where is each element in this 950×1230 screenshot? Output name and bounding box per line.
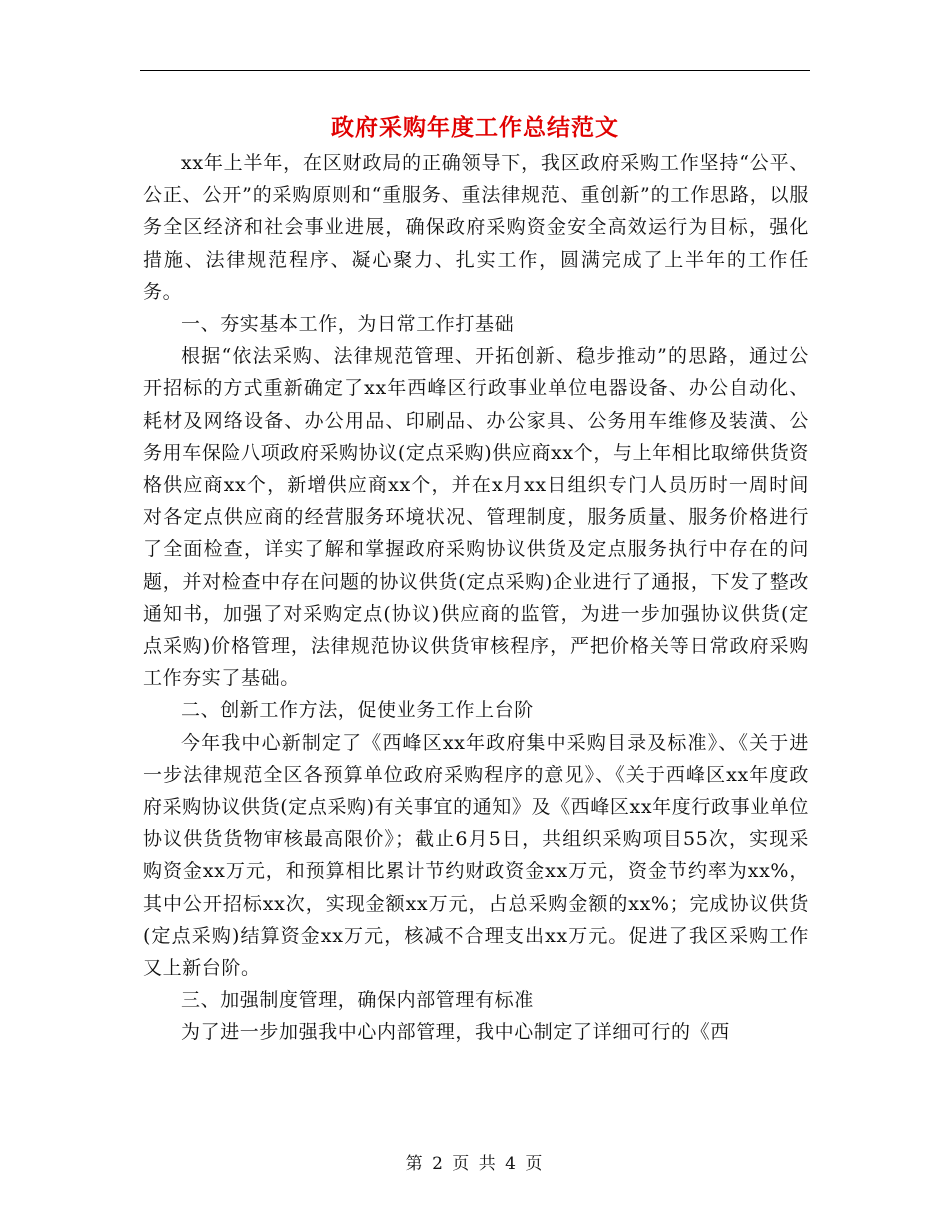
header-rule: [140, 70, 810, 71]
section-heading-3: 三、加强制度管理，确保内部管理有标准: [181, 989, 534, 1012]
document-body: [143, 147, 809, 1049]
document-title: 政府采购年度工作总结范文: [331, 114, 619, 141]
section-paragraph-2: 今年我中心新制定了《西峰区xx年政府集中采购目录及标准》、《关于进一步法律规范全区各预算单位政府采购程序的意见》、《关于西峰区xx年度政府采购协议供货(定点采购)有关事宜的通知》及《西峰区xx年度行政事业单位协议供货货物审核最高限价》；截止6月5日，共组织采购项目55次，实现采购资金xx万元，和预算相比累计节约财政资金xx万元，资金节约率为xx%，其中公开招标xx次，实现金额xx万元，占总采购金额的xx%；完成协议供货(定点采购)结算资金xx万元，核减不合理支出xx万元。促进了我区采购工作又上新台阶。: [143, 731, 809, 980]
section-paragraph-3: 为了进一步加强我中心内部管理，我中心制定了详细可行的《西: [181, 1021, 730, 1044]
page-number-footer: 第 2 页 共 4 页: [405, 1154, 545, 1174]
section-paragraph-1: 根据“依法采购、法律规范管理、开拓创新、稳步推动”的思路，通过公开招标的方式重新确定了xx年西峰区行政事业单位电器设备、办公自动化、耗材及网络设备、办公用品、印刷品、办公家具、公务用车维修及装潢、公务用车保险八项政府采购协议(定点采购)供应商xx个，与上年相比取缔供货资格供应商xx个，新增供应商xx个，并在x月xx日组织专门人员历时一周时间对各定点供应商的经营服务环境状况、管理制度，服务质量、服务价格进行了全面检查，详实了解和掌握政府采购协议供货及定点服务执行中存在的问题，并对检查中存在问题的协议供货(定点采购)企业进行了通报，下发了整改通知书，加强了对采购定点(协议)供应商的监管，为进一步加强协议供货(定点采购)价格管理，法律规范协议供货审核程序，严把价格关等日常政府采购工作夯实了基础。: [143, 345, 809, 690]
intro-paragraph: xx年上半年，在区财政局的正确领导下，我区政府采购工作坚持“公平、公正、公开”的采购原则和“重服务、重法律规范、重创新”的工作思路，以服务全区经济和社会事业进展，确保政府采购资金安全高效运行为目标，强化措施、法律规范程序、凝心聚力、扎实工作，圆满完成了上半年的工作任务。: [143, 152, 809, 303]
section-heading-2: 二、创新工作方法，促使业务工作上台阶: [181, 699, 534, 722]
section-heading-1: 一、夯实基本工作，为日常工作打基础: [181, 313, 515, 336]
